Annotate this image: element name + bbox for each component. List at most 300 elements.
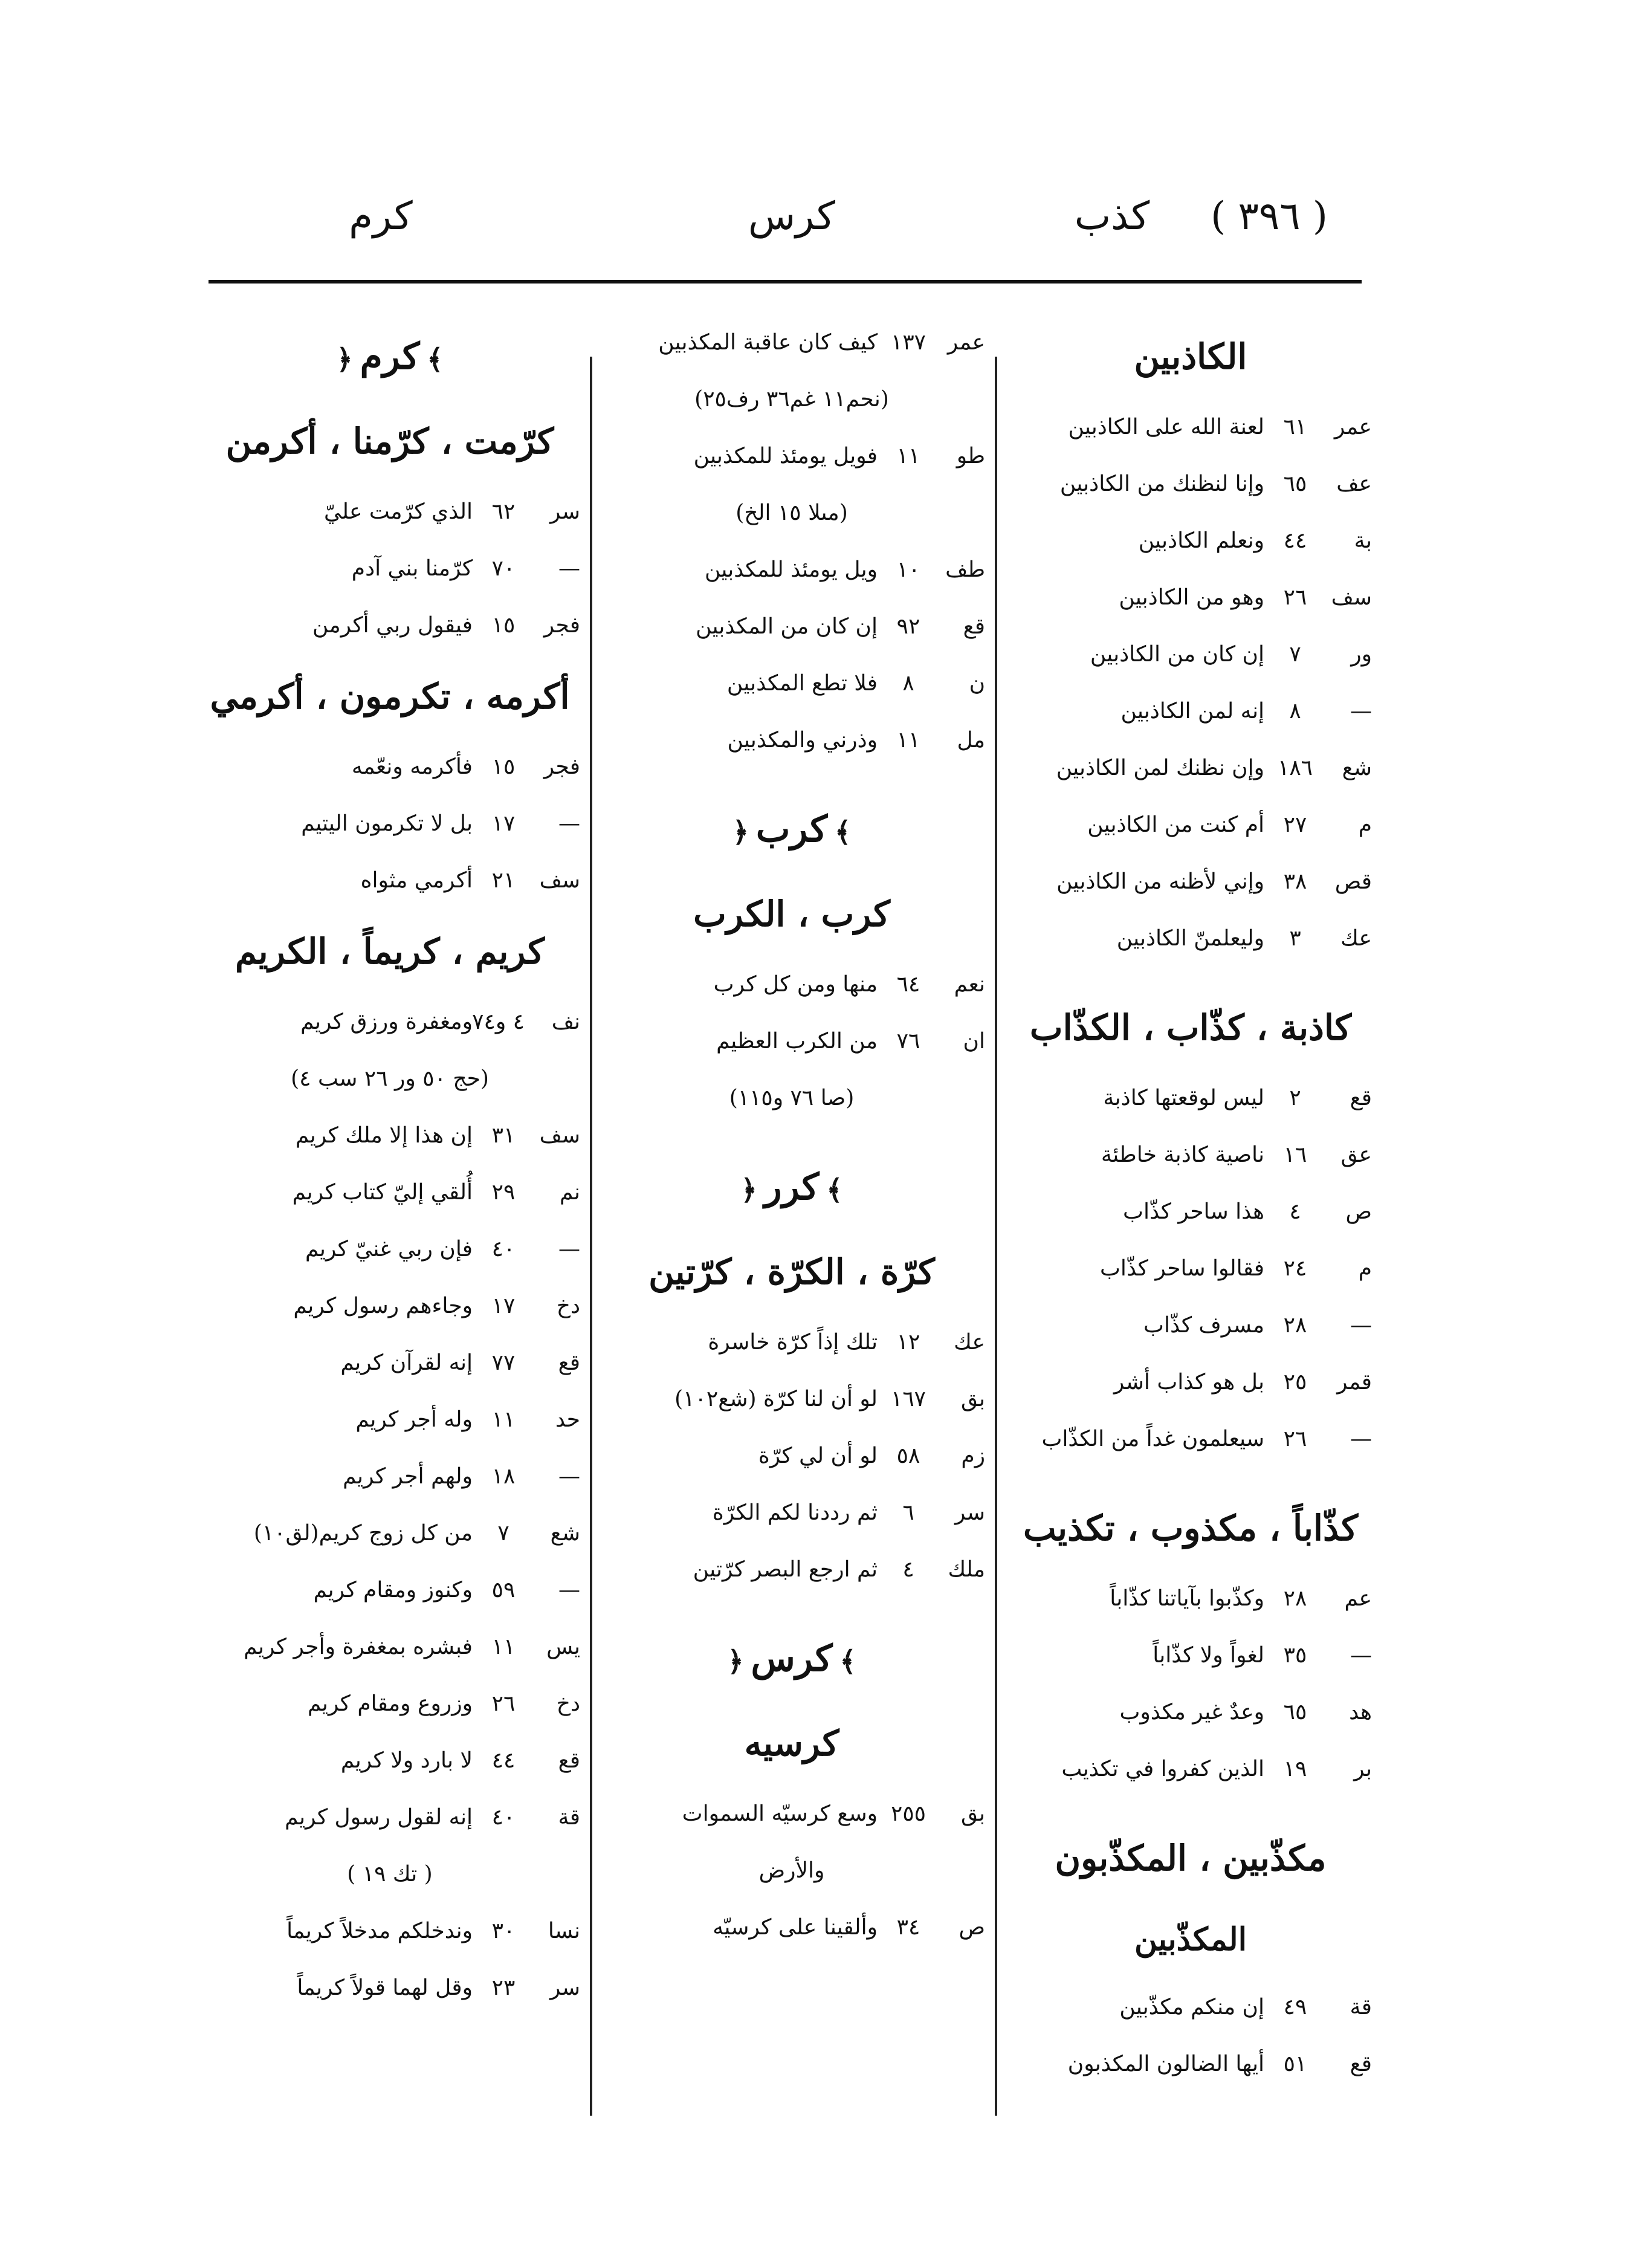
page-number: ( ٣٩٦ ) bbox=[1211, 194, 1328, 239]
entry-verse-number: ٢٦ bbox=[491, 1691, 516, 1716]
entry-row bbox=[199, 1221, 580, 1278]
entry-text: وإنا لنظنك من الكاذبين bbox=[1059, 471, 1264, 496]
entry-verse-number: ١٥ bbox=[491, 754, 516, 779]
entry-verse-number: ٦٥ bbox=[1283, 471, 1307, 496]
entry-reference: بق bbox=[960, 1801, 985, 1826]
entry-reference: — bbox=[558, 556, 580, 581]
entry-text: ومغفرة ورزق كريم bbox=[300, 1009, 473, 1034]
header-right-word: كذب bbox=[1074, 194, 1150, 239]
entry-verse-number: ٣١ bbox=[491, 1123, 516, 1148]
entry-reference: نعم bbox=[954, 972, 985, 997]
entry-verse-number: ٦١ bbox=[1283, 415, 1307, 439]
entry-row bbox=[598, 1485, 985, 1541]
entry-text: لعنة الله على الكاذبين bbox=[1068, 415, 1264, 439]
entry-verse-number: ٤ bbox=[902, 1557, 914, 1582]
entry-row bbox=[199, 1903, 580, 1960]
entry-text: فقالوا ساحر كذّاب bbox=[1099, 1256, 1264, 1281]
column-right bbox=[1009, 314, 1372, 2093]
entry-reference: سر bbox=[549, 499, 580, 524]
entry-row bbox=[199, 1051, 580, 1107]
entry-reference: سف bbox=[1331, 585, 1372, 610]
entry-text: إنه لقرآن كريم bbox=[340, 1350, 473, 1375]
entry-verse-number: ٦٢ bbox=[491, 499, 516, 524]
entry-row bbox=[199, 1846, 580, 1903]
entry-reference: ص bbox=[1345, 1199, 1372, 1224]
entry-text: وألقينا على كرسيّه bbox=[713, 1915, 878, 1940]
entry-verse-number: ١٦ bbox=[1283, 1142, 1307, 1167]
entry-reference: نم bbox=[560, 1180, 580, 1205]
entry-text: إن هذا إلا ملك كريم bbox=[295, 1123, 473, 1148]
entry-reference: شع bbox=[1342, 756, 1372, 780]
entry-row bbox=[199, 1164, 580, 1221]
entry-verse-number: ٢٣ bbox=[491, 1975, 516, 2000]
entry-reference: — bbox=[1350, 699, 1372, 724]
entry-row bbox=[199, 484, 580, 540]
entry-row bbox=[1009, 1741, 1372, 1798]
entry-verse-number: ٢٨ bbox=[1283, 1586, 1307, 1611]
entry-row bbox=[598, 712, 985, 769]
entry-reference: — bbox=[1350, 1427, 1372, 1451]
entry-row bbox=[199, 795, 580, 852]
entry-text: وكنوز ومقام كريم bbox=[313, 1578, 473, 1602]
entry-list bbox=[598, 314, 985, 769]
entry-verse-number: ٢٨ bbox=[1283, 1313, 1307, 1338]
entry-verse-number: ٩٢ bbox=[896, 614, 920, 639]
entry-reference: م bbox=[1358, 1256, 1372, 1281]
entry-reference: — bbox=[558, 1578, 580, 1602]
entry-reference: سر bbox=[954, 1500, 985, 1525]
entry-reference: قع bbox=[963, 614, 985, 639]
entry-row bbox=[199, 994, 580, 1051]
entry-row bbox=[1009, 910, 1372, 967]
entry-heading: كرّمت ، كرّمنا ، أكرمن bbox=[225, 421, 554, 462]
entry-reference: قع bbox=[558, 1748, 580, 1773]
ornament-bracket-icon: ﴿ bbox=[740, 1173, 757, 1206]
entry-text: إنه لمن الكاذبين bbox=[1120, 699, 1264, 724]
entry-continuation: ( تك ١٩ ) bbox=[347, 1862, 433, 1887]
entry-text: تلك إذاً كرّة خاسرة bbox=[708, 1330, 878, 1355]
entry-heading: كذّاباً ، مكذوب ، تكذيب bbox=[1023, 1508, 1359, 1549]
entry-row bbox=[598, 1371, 985, 1428]
entry-row bbox=[1009, 1240, 1372, 1297]
root-heading bbox=[598, 1616, 985, 1701]
entry-reference: هد bbox=[1349, 1700, 1372, 1725]
entry-reference: بة bbox=[1354, 528, 1372, 553]
entry-text: ويل يومئذ للمكذبين bbox=[705, 557, 878, 582]
entry-verse-number: ٤٤ bbox=[1283, 528, 1307, 553]
entry-text: كرّمنا بني آدم bbox=[351, 556, 473, 581]
entry-verse-number: ٣٥ bbox=[1283, 1643, 1307, 1668]
entry-row bbox=[199, 540, 580, 597]
entry-row bbox=[598, 1786, 985, 1842]
entry-reference: قص bbox=[1334, 869, 1372, 894]
entry-heading: كاذبة ، كذّاب ، الكذّاب bbox=[1029, 1007, 1352, 1048]
entry-reference: — bbox=[558, 811, 580, 836]
entry-verse-number: ١٦٧ bbox=[890, 1387, 926, 1411]
entry-reference: ان bbox=[963, 1029, 985, 1054]
entry-reference: نف bbox=[551, 1009, 580, 1034]
entry-text: بل هو كذاب أشر bbox=[1113, 1370, 1264, 1395]
entry-verse-number: ٣٤ bbox=[896, 1915, 920, 1940]
entry-text: فبشره بمغفرة وأجر كريم bbox=[244, 1635, 473, 1659]
entry-verse-number: ٢ bbox=[1289, 1086, 1301, 1110]
entry-list bbox=[1009, 399, 1372, 967]
entry-reference: سف bbox=[539, 868, 580, 893]
entry-reference: بر bbox=[1354, 1757, 1372, 1781]
entry-reference: قة bbox=[1350, 1995, 1372, 2020]
entry-heading: الكاذبين bbox=[1134, 336, 1247, 377]
entry-heading: مكذّبين ، المكذّبون bbox=[1055, 1838, 1327, 1879]
entry-text: وإني لأظنه من الكاذبين bbox=[1056, 869, 1264, 894]
entry-row bbox=[598, 1899, 985, 1956]
entry-verse-number: ٢٤ bbox=[1283, 1256, 1307, 1281]
entry-row bbox=[598, 1013, 985, 1070]
entry-reference: نسا bbox=[548, 1919, 580, 1943]
entry-row bbox=[1009, 1411, 1372, 1468]
entry-verse-number: ١٩ bbox=[1283, 1757, 1307, 1781]
entry-verse-number: ٤٠ bbox=[491, 1805, 516, 1830]
entry-reference: — bbox=[558, 1237, 580, 1262]
entry-verse-number: ١٥ bbox=[491, 613, 516, 638]
root-heading bbox=[199, 314, 580, 399]
column-divider-left bbox=[590, 357, 592, 2116]
entry-row bbox=[1009, 456, 1372, 513]
entry-row bbox=[1009, 399, 1372, 456]
entry-verse-number: ٢٦ bbox=[1283, 1427, 1307, 1451]
entry-row bbox=[199, 739, 580, 795]
entry-row bbox=[1009, 569, 1372, 626]
entry-text: وندخلكم مدخلاً كريماً bbox=[286, 1919, 473, 1943]
root-heading bbox=[598, 1145, 985, 1230]
entry-list bbox=[598, 1314, 985, 1598]
entry-text: لو أن لنا كرّة (شع١٠٢) bbox=[674, 1387, 878, 1411]
entry-verse-number: ٣ bbox=[1289, 926, 1301, 951]
entry-reference: قع bbox=[1350, 1086, 1372, 1110]
entry-reference: قمر bbox=[1337, 1370, 1372, 1395]
entry-reference: — bbox=[1350, 1313, 1372, 1338]
entry-text: إنه لقول رسول كريم bbox=[285, 1805, 473, 1830]
entry-row bbox=[598, 542, 985, 598]
entry-text: لا بارد ولا كريم bbox=[340, 1748, 473, 1773]
header-left-word: كرم bbox=[349, 194, 413, 239]
entry-text: وليعلمنّ الكاذبين bbox=[1116, 926, 1264, 951]
entry-reference: عك bbox=[1340, 926, 1372, 951]
entry-verse-number: ٢١ bbox=[491, 868, 516, 893]
entry-verse-number: ١٠ bbox=[896, 557, 920, 582]
entry-row bbox=[199, 1619, 580, 1676]
entry-row bbox=[1009, 683, 1372, 740]
entry-reference: فجر bbox=[543, 613, 580, 638]
entry-row bbox=[199, 852, 580, 909]
entry-verse-number: ٥٨ bbox=[896, 1443, 920, 1468]
entry-text: وإن نظنك لمن الكاذبين bbox=[1056, 756, 1264, 780]
entry-text: وذرني والمكذبين bbox=[727, 728, 878, 753]
entry-list bbox=[199, 994, 580, 2017]
entry-continuation: (صا ٧٦ و١١٥) bbox=[729, 1086, 855, 1110]
entry-heading: كريم ، كريماً ، الكريم bbox=[234, 931, 545, 972]
entry-text: لو أن لي كرّة bbox=[758, 1443, 878, 1468]
entry-verse-number: ٧ bbox=[1289, 642, 1301, 667]
entry-reference: طف bbox=[945, 557, 985, 582]
entry-text: من الكرب العظيم bbox=[716, 1029, 878, 1054]
entry-verse-number: ٦٥ bbox=[1283, 1700, 1307, 1725]
entry-row bbox=[1009, 1684, 1372, 1741]
entry-verse-number: ١١ bbox=[491, 1635, 516, 1659]
entry-row bbox=[1009, 740, 1372, 797]
entry-text: مسرف كذّاب bbox=[1143, 1313, 1264, 1338]
entry-text: ثم ارجع البصر كرّتين bbox=[693, 1557, 878, 1582]
entry-verse-number: ٧٠ bbox=[491, 556, 516, 581]
entry-verse-number: ٢٦ bbox=[1283, 585, 1307, 610]
entry-text: كيف كان عاقبة المكذبين bbox=[658, 330, 878, 355]
entry-row bbox=[598, 956, 985, 1013]
entry-reference: قع bbox=[558, 1350, 580, 1375]
entry-verse-number: ١٢ bbox=[896, 1330, 920, 1355]
entry-continuation: (حج ٥٠ ور ٢٦ سب ٤) bbox=[291, 1066, 489, 1091]
entry-text: وقل لهما قولاً كريماً bbox=[297, 1975, 473, 2000]
entry-text: أم كنت من الكاذبين bbox=[1087, 812, 1264, 837]
entry-text: ولهم أجر كريم bbox=[343, 1464, 473, 1489]
entry-reference: فجر bbox=[543, 754, 580, 779]
entry-reference: م bbox=[1358, 812, 1372, 837]
header-rule bbox=[209, 280, 1362, 284]
entry-list bbox=[1009, 1570, 1372, 1798]
entry-row bbox=[199, 1789, 580, 1846]
entry-verse-number: ١٨ bbox=[491, 1464, 516, 1489]
entry-row bbox=[199, 1562, 580, 1619]
entry-text: فيقول ربي أكرمن bbox=[312, 613, 473, 638]
entry-row bbox=[598, 1842, 985, 1899]
entry-heading: كرسيه bbox=[744, 1723, 839, 1764]
entry-heading: كرب ، الكرب bbox=[693, 893, 890, 935]
entry-row bbox=[1009, 1354, 1372, 1411]
entry-row bbox=[598, 371, 985, 428]
entry-text: بل لا تكرمون اليتيم bbox=[301, 811, 473, 836]
entry-verse-number: ٤٤ bbox=[491, 1748, 516, 1773]
entry-text: ثم رددنا لكم الكرّة bbox=[712, 1500, 878, 1525]
entry-row bbox=[598, 598, 985, 655]
entry-verse-number: ٧ bbox=[497, 1521, 509, 1546]
entry-reference: دخ bbox=[556, 1691, 580, 1716]
entry-row bbox=[598, 1070, 985, 1127]
entry-text: الذين كفروا في تكذيب bbox=[1061, 1757, 1264, 1781]
entry-reference: عم bbox=[1344, 1586, 1372, 1611]
entry-row bbox=[1009, 1297, 1372, 1354]
entry-verse-number: ٨ bbox=[902, 671, 914, 696]
entry-verse-number: ٢٩ bbox=[491, 1180, 516, 1205]
entry-reference: عك bbox=[954, 1330, 985, 1355]
entry-row bbox=[598, 1314, 985, 1371]
entry-text: وزروع ومقام كريم bbox=[307, 1691, 473, 1716]
entry-reference: سر bbox=[549, 1975, 580, 2000]
entry-text: وعدٌ غير مكذوب bbox=[1119, 1700, 1264, 1725]
root-heading bbox=[598, 787, 985, 872]
entry-list bbox=[598, 1786, 985, 1956]
entry-list bbox=[199, 739, 580, 909]
entry-reference: دخ bbox=[556, 1294, 580, 1318]
entry-reference: طو bbox=[956, 444, 985, 468]
entry-verse-number: ٤٠ bbox=[491, 1237, 516, 1262]
entry-verse-number: ٦٤ bbox=[896, 972, 920, 997]
entry-continuation: والأرض bbox=[758, 1858, 825, 1883]
entry-row bbox=[1009, 1570, 1372, 1627]
entry-verse-number: ١١ bbox=[491, 1407, 516, 1432]
entry-row bbox=[1009, 626, 1372, 683]
entry-verse-number: ١١ bbox=[896, 444, 920, 468]
ornament-bracket-icon: ﴿ bbox=[727, 1645, 744, 1677]
entry-text: أيها الضالون المكذبون bbox=[1067, 2052, 1264, 2076]
entry-reference: ن bbox=[969, 671, 985, 696]
entry-reference: قة bbox=[558, 1805, 580, 1830]
entry-row bbox=[199, 1505, 580, 1562]
entry-reference: يس bbox=[546, 1635, 580, 1659]
entry-text: من كل زوج كريم(لق١٠) bbox=[253, 1521, 473, 1546]
entry-row bbox=[598, 314, 985, 371]
entry-text: فأكرمه ونعّمه bbox=[351, 754, 473, 779]
entry-verse-number: ١٧ bbox=[491, 811, 516, 836]
entry-verse-number: ١٨٦ bbox=[1277, 756, 1313, 780]
entry-text: إن كان من الكاذبين bbox=[1090, 642, 1264, 667]
entry-row bbox=[199, 1732, 580, 1789]
entry-text: فويل يومئذ للمكذبين bbox=[693, 444, 878, 468]
entry-row bbox=[1009, 1070, 1372, 1127]
entry-reference: حد bbox=[555, 1407, 580, 1432]
root-word: كرر bbox=[764, 1166, 820, 1208]
entry-verse-number: ٣٠ bbox=[491, 1919, 516, 1943]
entry-row bbox=[1009, 1184, 1372, 1240]
entry-continuation: (نحم١١ غم٣٦ رف٢٥) bbox=[694, 387, 889, 412]
entry-text: ناصية كاذبة خاطئة bbox=[1101, 1142, 1264, 1167]
root-word: كرم bbox=[360, 335, 420, 378]
entry-row bbox=[199, 1960, 580, 2017]
entry-row bbox=[199, 597, 580, 654]
entry-text: إن كان من المكذبين bbox=[696, 614, 878, 639]
root-word: كرس bbox=[751, 1638, 833, 1680]
entry-row bbox=[199, 1278, 580, 1335]
entry-row bbox=[199, 1107, 580, 1164]
entry-text: أكرمي مثواه bbox=[360, 868, 473, 893]
root-word: كرب bbox=[755, 808, 828, 850]
entry-reference: عف bbox=[1336, 471, 1372, 496]
entry-list bbox=[1009, 1070, 1372, 1468]
entry-verse-number: ٥١ bbox=[1283, 2052, 1307, 2076]
entry-reference: ملك bbox=[948, 1557, 985, 1582]
entry-row bbox=[1009, 1979, 1372, 2036]
entry-text: وكذّبوا بآياتنا كذّاباً bbox=[1110, 1586, 1264, 1611]
entry-row bbox=[1009, 1127, 1372, 1184]
entry-verse-number: ١٣٧ bbox=[890, 330, 926, 355]
entry-row bbox=[1009, 797, 1372, 854]
entry-continuation: (مىلا ١٥ الخ) bbox=[736, 501, 848, 525]
entry-row bbox=[598, 655, 985, 712]
entry-verse-number: ٦ bbox=[902, 1500, 914, 1525]
entry-row bbox=[1009, 513, 1372, 569]
entry-row bbox=[199, 1335, 580, 1392]
header-center-word: كرس bbox=[748, 194, 835, 239]
ornament-bracket-icon: ﴾ bbox=[826, 1173, 843, 1206]
entry-row bbox=[1009, 1627, 1372, 1684]
entry-verse-number: ١١ bbox=[896, 728, 920, 753]
entry-text: سيعلمون غداً من الكذّاب bbox=[1041, 1427, 1264, 1451]
entry-reference: زم bbox=[961, 1443, 985, 1468]
entry-verse-number: ٢٥٥ bbox=[890, 1801, 926, 1826]
entry-reference: عق bbox=[1340, 1142, 1372, 1167]
entry-reference: شع bbox=[550, 1521, 580, 1546]
entry-reference: بق bbox=[960, 1387, 985, 1411]
entry-text: إن منكم مكذّبين bbox=[1119, 1995, 1264, 2020]
entry-text: وله أجر كريم bbox=[355, 1407, 473, 1432]
entry-text: ليس لوقعتها كاذبة bbox=[1103, 1086, 1264, 1110]
entry-row bbox=[199, 1392, 580, 1448]
entry-text: وهو من الكاذبين bbox=[1119, 585, 1264, 610]
column-center bbox=[598, 314, 985, 1956]
entry-text: وجاءهم رسول كريم bbox=[293, 1294, 473, 1318]
entry-text: فإن ربي غنيّ كريم bbox=[305, 1237, 473, 1262]
entry-text: منها ومن كل كرب bbox=[713, 972, 878, 997]
entry-verse-number: ٢٥ bbox=[1283, 1370, 1307, 1395]
entry-reference: قع bbox=[1350, 2052, 1372, 2076]
entry-text: فلا تطع المكذبين bbox=[726, 671, 878, 696]
entry-text: هذا ساحر كذّاب bbox=[1123, 1199, 1264, 1224]
entry-reference: مل bbox=[957, 728, 985, 753]
entry-text: ونعلم الكاذبين bbox=[1138, 528, 1264, 553]
entry-subheading: المكذّبين bbox=[1134, 1921, 1247, 1958]
entry-verse-number: ٧٧ bbox=[491, 1350, 516, 1375]
entry-verse-number: ٣٨ bbox=[1283, 869, 1307, 894]
entry-reference: — bbox=[558, 1464, 580, 1489]
entry-verse-number: ١٧ bbox=[491, 1294, 516, 1318]
ornament-bracket-icon: ﴾ bbox=[835, 815, 852, 848]
ornament-bracket-icon: ﴾ bbox=[427, 343, 444, 375]
entry-verse-number: ٨ bbox=[1289, 699, 1301, 724]
entry-row bbox=[199, 1676, 580, 1732]
entry-row bbox=[598, 428, 985, 485]
entry-row bbox=[598, 1428, 985, 1485]
entry-verse-number: ٤ و٧٤ bbox=[472, 1009, 525, 1034]
entry-reference: ص bbox=[959, 1915, 985, 1940]
entry-reference: عمر bbox=[947, 330, 985, 355]
entry-list bbox=[598, 956, 985, 1127]
entry-list bbox=[1009, 1979, 1372, 2093]
entry-reference: — bbox=[1350, 1643, 1372, 1668]
entry-heading: أكرمه ، تكرمون ، أكرمي bbox=[210, 676, 570, 717]
entry-text: لغواً ولا كذّاباً bbox=[1153, 1643, 1264, 1668]
entry-verse-number: ٢٧ bbox=[1283, 812, 1307, 837]
entry-text: أُلقي إليّ كتاب كريم bbox=[292, 1180, 473, 1205]
entry-heading: كرّة ، الكرّة ، كرّتين bbox=[648, 1251, 935, 1292]
entry-reference: سف bbox=[539, 1123, 580, 1148]
ornament-bracket-icon: ﴿ bbox=[732, 815, 749, 848]
ornament-bracket-icon: ﴿ bbox=[336, 343, 353, 375]
entry-reference: ور bbox=[1351, 642, 1372, 667]
column-divider-right bbox=[995, 357, 997, 2116]
entry-row bbox=[598, 1541, 985, 1598]
entry-verse-number: ٧٦ bbox=[896, 1029, 920, 1054]
entry-verse-number: ٤ bbox=[1289, 1199, 1301, 1224]
entry-list bbox=[199, 484, 580, 654]
entry-row bbox=[1009, 2036, 1372, 2093]
entry-text: الذي كرّمت عليّ bbox=[324, 499, 473, 524]
entry-text: وسع كرسيّه السموات bbox=[682, 1801, 878, 1826]
entry-row bbox=[598, 485, 985, 542]
entry-reference: عمر bbox=[1334, 415, 1372, 439]
entry-verse-number: ٥٩ bbox=[491, 1578, 516, 1602]
entry-row bbox=[199, 1448, 580, 1505]
column-left bbox=[199, 314, 580, 2017]
entry-verse-number: ٤٩ bbox=[1283, 1995, 1307, 2020]
ornament-bracket-icon: ﴾ bbox=[839, 1645, 856, 1677]
entry-row bbox=[1009, 854, 1372, 910]
